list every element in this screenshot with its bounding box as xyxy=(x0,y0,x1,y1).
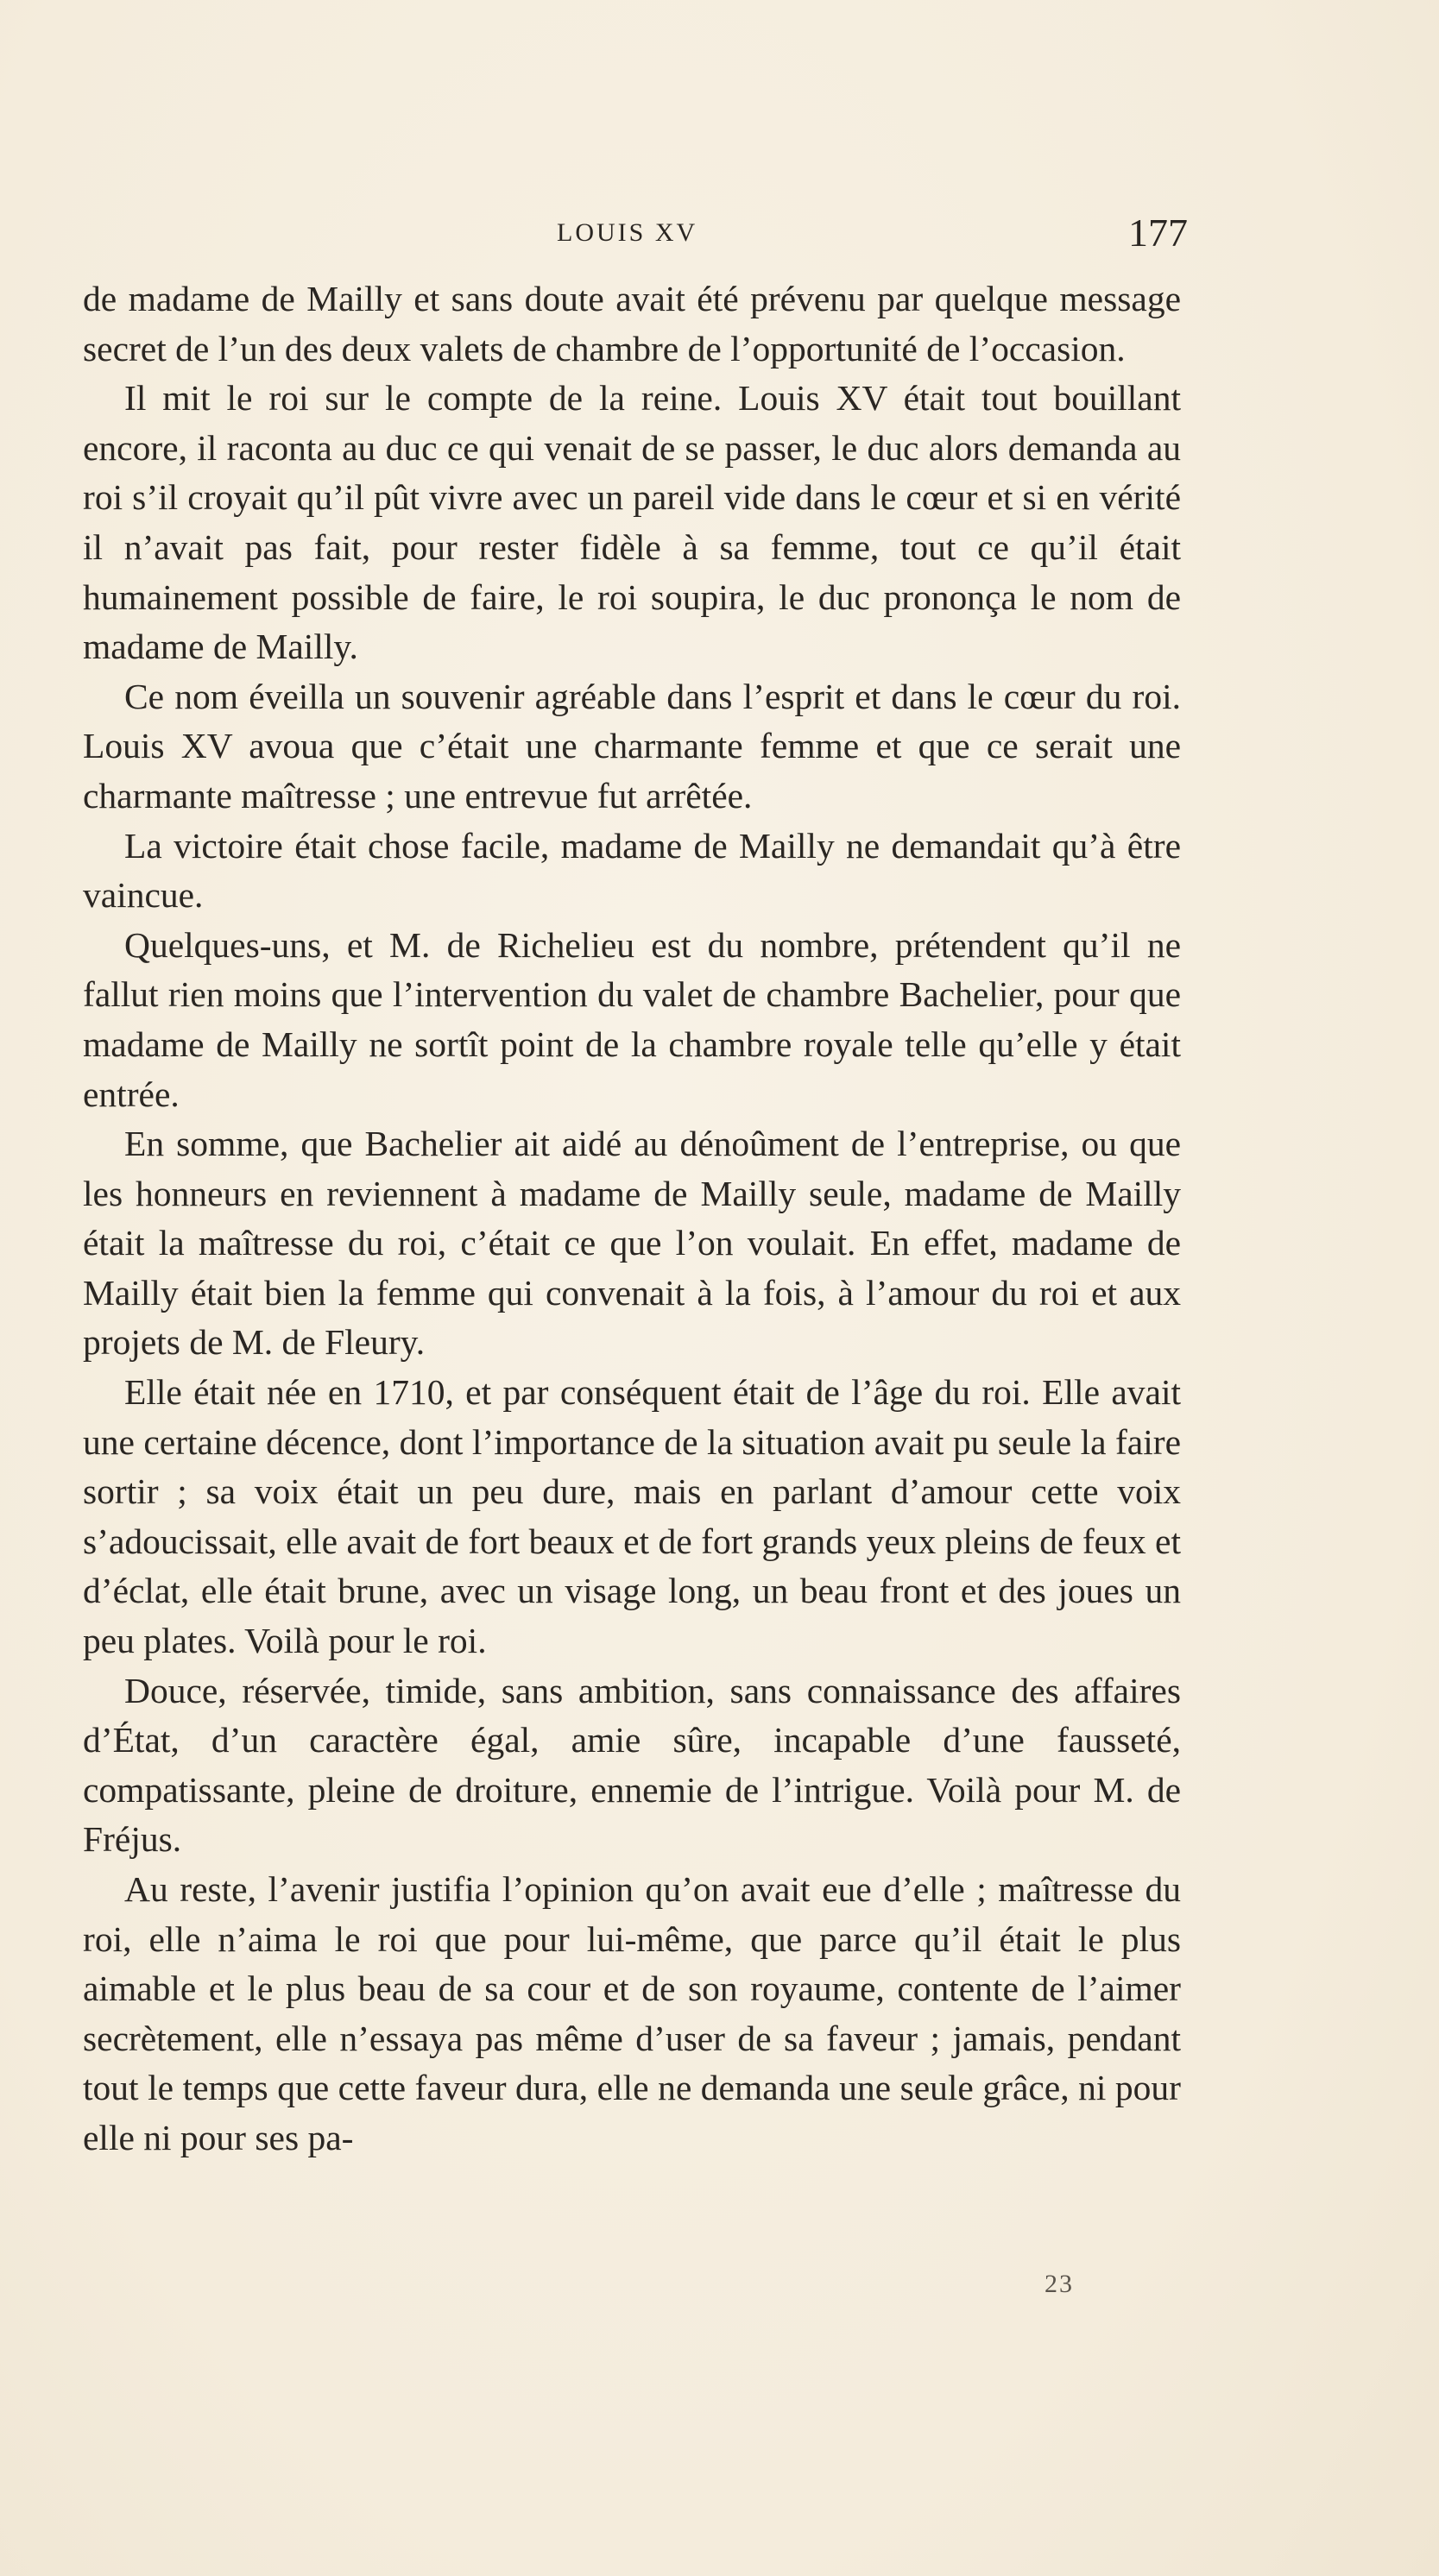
signature-mark: 23 xyxy=(1045,2270,1074,2298)
paragraph: Douce, réservée, timide, sans ambition, sans connaissance des affaires d’État, d’un caractère égal, amie sûre, incapable d’une fausseté, compatissante, pleine de droiture, ennemie de l’intrigue. Voilà pour M. de Fréjus. xyxy=(83,1670,1181,1860)
paragraph: Au reste, l’avenir justifia l’opinion qu’on avait eue d’elle ; maîtresse du roi, elle n’aima le roi que pour lui-même, que parce qu’il était le plus aimable et le plus beau de sa cour et de son royaume, contente de l’aimer secrètement, elle n’essaya pas même d’user de sa faveur ; jamais, pendant tout le temps que cette faveur dura, elle ne demanda une seule grâce, ni pour elle ni pour ses pa- xyxy=(83,1869,1181,2157)
paragraph: La victoire était chose facile, madame de Mailly ne demandait qu’à être vaincue. xyxy=(83,825,1181,916)
page-number: 177 xyxy=(1128,211,1188,255)
running-title: LOUIS XV xyxy=(557,218,698,247)
paragraph: de madame de Mailly et sans doute avait été prévenu par quelque message secret de l’un des deux valets de chambre de l’opportunité de l’occasion. xyxy=(83,279,1181,368)
paragraph: Quelques-uns, et M. de Richelieu est du nombre, prétendent qu’il ne fallut rien moins que l’intervention du valet de chambre Bachelier, pour que madame de Mailly ne sortît point de la chambre royale telle qu’elle y était entrée. xyxy=(83,924,1181,1114)
running-head xyxy=(78,211,1188,266)
paragraph: Ce nom éveilla un souvenir agréable dans l’esprit et dans le cœur du roi. Louis XV avoua que c’était une charmante femme et que ce serait une charmante maîtresse ; une entrevue fut arrêtée. xyxy=(83,676,1181,816)
paragraph: En somme, que Bachelier ait aidé au dénoûment de l’entreprise, ou que les honneurs en reviennent à madame de Mailly seule, madame de Mailly était la maîtresse du roi, c’était ce que l’on voulait. En effet, madame de Mailly était bien la femme qui convenait à la fois, à l’amour du roi et aux projets de M. de Fleury. xyxy=(83,1124,1181,1363)
body-text xyxy=(83,274,1181,2163)
paragraph: Elle était née en 1710, et par conséquent était de l’âge du roi. Elle avait une certaine décence, dont l’importance de la situation avait pu seule la faire sortir ; sa voix était un peu dure, mais en parlant d’amour cette voix s’adoucissait, elle avait de fort beaux et de fort grands yeux pleins de feux et d’éclat, elle était brune, avec un visage long, un beau front et des joues un peu plates. Voilà pour le roi. xyxy=(83,1372,1181,1661)
paragraph: Il mit le roi sur le compte de la reine. Louis XV était tout bouillant encore, il raconta au duc ce qui venait de se passer, le duc alors demanda au roi s’il croyait qu’il pût vivre avec un pareil vide dans le cœur et si en vérité il n’avait pas fait, pour rester fidèle à sa femme, tout ce qu’il était humainement possible de faire, le roi soupira, le duc prononça le nom de madame de Mailly. xyxy=(83,378,1181,667)
